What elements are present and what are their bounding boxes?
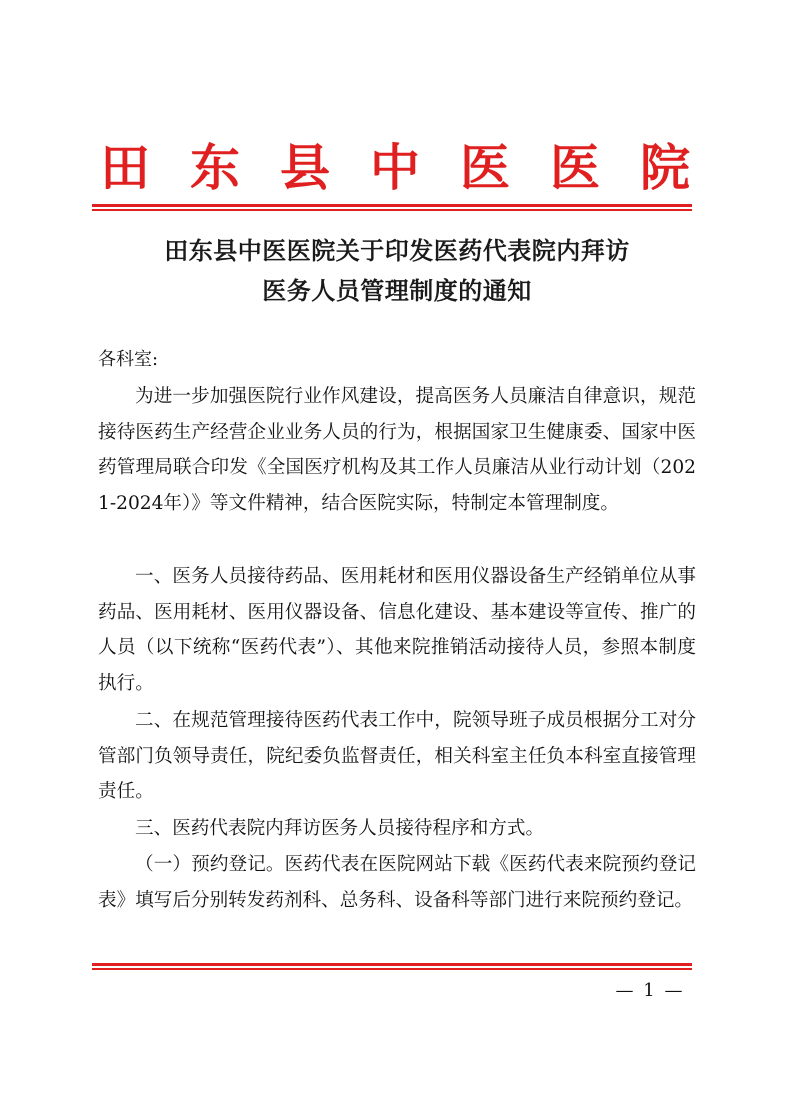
org-name-header xyxy=(100,138,690,198)
org-name-char: 县 xyxy=(280,138,330,197)
org-name-char: 医 xyxy=(550,138,600,197)
org-name-char: 田 xyxy=(100,138,150,197)
header-red-rule-thin xyxy=(92,209,692,211)
body-paragraph: 二、在规范管理接待医药代表工作中，院领导班子成员根据分工对分管部门负领导责任，院纪委负监督责任，相关科室主任负本科室直接管理责任。 xyxy=(98,710,696,803)
body-paragraph: 三、医药代表院内拜访医务人员接待程序和方式。 xyxy=(135,818,545,839)
org-name-char: 中 xyxy=(370,138,420,197)
body-paragraph: 一、医务人员接待药品、医用耗材和医用仪器设备生产经销单位从事药品、医用耗材、医用仪器设备、信息化建设、基本建设等宣传、推广的人员（以下统称“医药代表”）、其他来院推销活动接待人员，参照本制度执行。 xyxy=(98,566,696,694)
body-paragraph: 为进一步加强医院行业作风建设，提高医务人员廉洁自律意识，规范接待医药生产经营企业业务人员的行为，根据国家卫生健康委、国家中医药管理局联合印发《全国医疗机构及其工作人员廉洁从业行动计划（2021-2024年）》等文件精神，结合医院实际，特制定本管理制度。 xyxy=(98,386,696,514)
header-red-rule xyxy=(92,204,692,207)
body-paragraph: （一）预约登记。医药代表在医院网站下载《医药代表来院预约登记表》填写后分别转发药剂科、总务科、设备科等部门进行来院预约登记。 xyxy=(98,854,696,911)
org-name-char: 医 xyxy=(460,138,510,197)
org-name-char: 院 xyxy=(640,138,690,197)
footer-red-rule-thin xyxy=(92,968,692,970)
org-name-char: 东 xyxy=(190,138,240,197)
page-number: — 1 — xyxy=(615,980,685,1001)
footer-red-rule xyxy=(92,963,692,966)
addressee: 各科室: xyxy=(98,349,159,370)
document-title-line-1: 田东县中医医院关于印发医药代表院内拜访 xyxy=(164,237,630,265)
document-title-line-2: 医务人员管理制度的通知 xyxy=(262,277,532,305)
